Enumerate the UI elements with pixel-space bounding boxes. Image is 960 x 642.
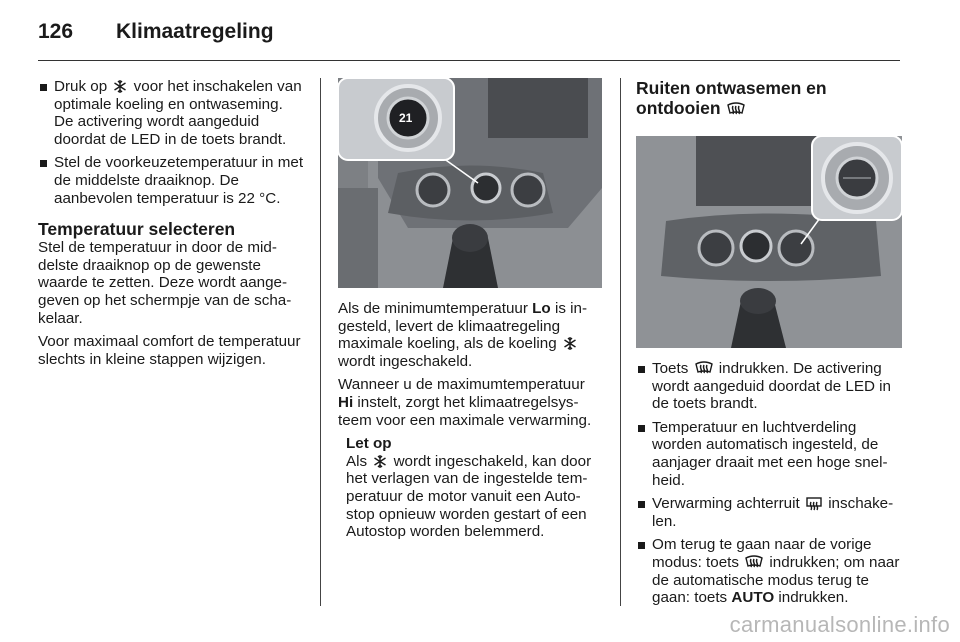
climate-knob-photo <box>338 78 602 288</box>
column-middle <box>338 78 602 541</box>
list-item: Toets indrukken. De activering wordt aangeduid doordat de LED in de toets brandt. <box>636 360 902 413</box>
bullet-list <box>636 360 902 607</box>
paragraph: Voor maximaal comfort de temperatuur slechts in kleine stappen wijzigen. <box>38 333 301 368</box>
section-heading: Temperatuur selecteren <box>38 219 236 240</box>
paragraph: Als de minimumtemperatuur Lo is ingesteld, levert de klimaatregeling maximale koeling, als de koeling wordt ingeschakeld. <box>338 300 588 370</box>
watermark: carmanualsonline.info <box>729 612 950 637</box>
paragraph: Wanneer u de maximumtemperatuur Hi instelt, zorgt het klimaatregelsysteem voor een maximale verwarming. <box>338 376 592 429</box>
list-item: Stel de voorkeuzetemperatuur in met de middelste draaiknop. De aanbevolen temperatuur is 22 °C. <box>38 154 306 207</box>
note-block <box>338 435 602 541</box>
page-title: Klimaatregeling <box>116 20 274 43</box>
column-right <box>636 78 902 613</box>
list-item: Temperatuur en luchtverdeling worden automatisch ingesteld, de aanjager draait met een hoge snelheid. <box>636 419 902 489</box>
list-item: Om terug te gaan naar de vorige modus: toets indrukken; om naar de automatische modus terug te gaan: toets AUTO indrukken. <box>636 536 902 606</box>
windscreen-defrost-icon <box>727 101 745 117</box>
list-item: Druk op voor het inschakelen van optimale koeling en ontwaseming. De activering wordt aangeduid doordat de LED in de toets brandt. <box>38 78 306 148</box>
column-divider <box>620 78 621 606</box>
page-header <box>38 18 900 60</box>
snowflake-icon <box>563 336 577 351</box>
page-number: 126 <box>38 20 74 43</box>
knob-display: 21 <box>399 111 413 125</box>
note-text: Als wordt ingeschakeld, kan door het verlagen van de ingestelde temperatuur de motor vanuit een Auto-stop opnieuw worden gestart of een Autostop worden belemmerd. <box>346 452 592 541</box>
bullet-list <box>38 78 306 207</box>
list-item: Verwarming achterruit inschakelen. <box>636 495 902 530</box>
header-rule <box>38 60 900 61</box>
windscreen-defrost-icon <box>695 360 713 376</box>
rear-window-heating-icon <box>806 496 822 511</box>
snowflake-icon <box>373 454 387 469</box>
column-divider <box>320 78 321 606</box>
windscreen-defrost-icon <box>745 554 763 570</box>
defrost-button-photo <box>636 136 902 348</box>
paragraph: Stel de temperatuur in door de middelste draaiknop op de gewenste waarde te zetten. Deze wordt aangegeven op het schermpje van de schakelaar. <box>38 239 292 327</box>
note-title: Let op <box>346 435 392 453</box>
section-heading: Ruiten ontwasemen en ontdooien <box>636 78 827 118</box>
snowflake-icon <box>113 79 127 94</box>
column-left <box>38 78 306 374</box>
